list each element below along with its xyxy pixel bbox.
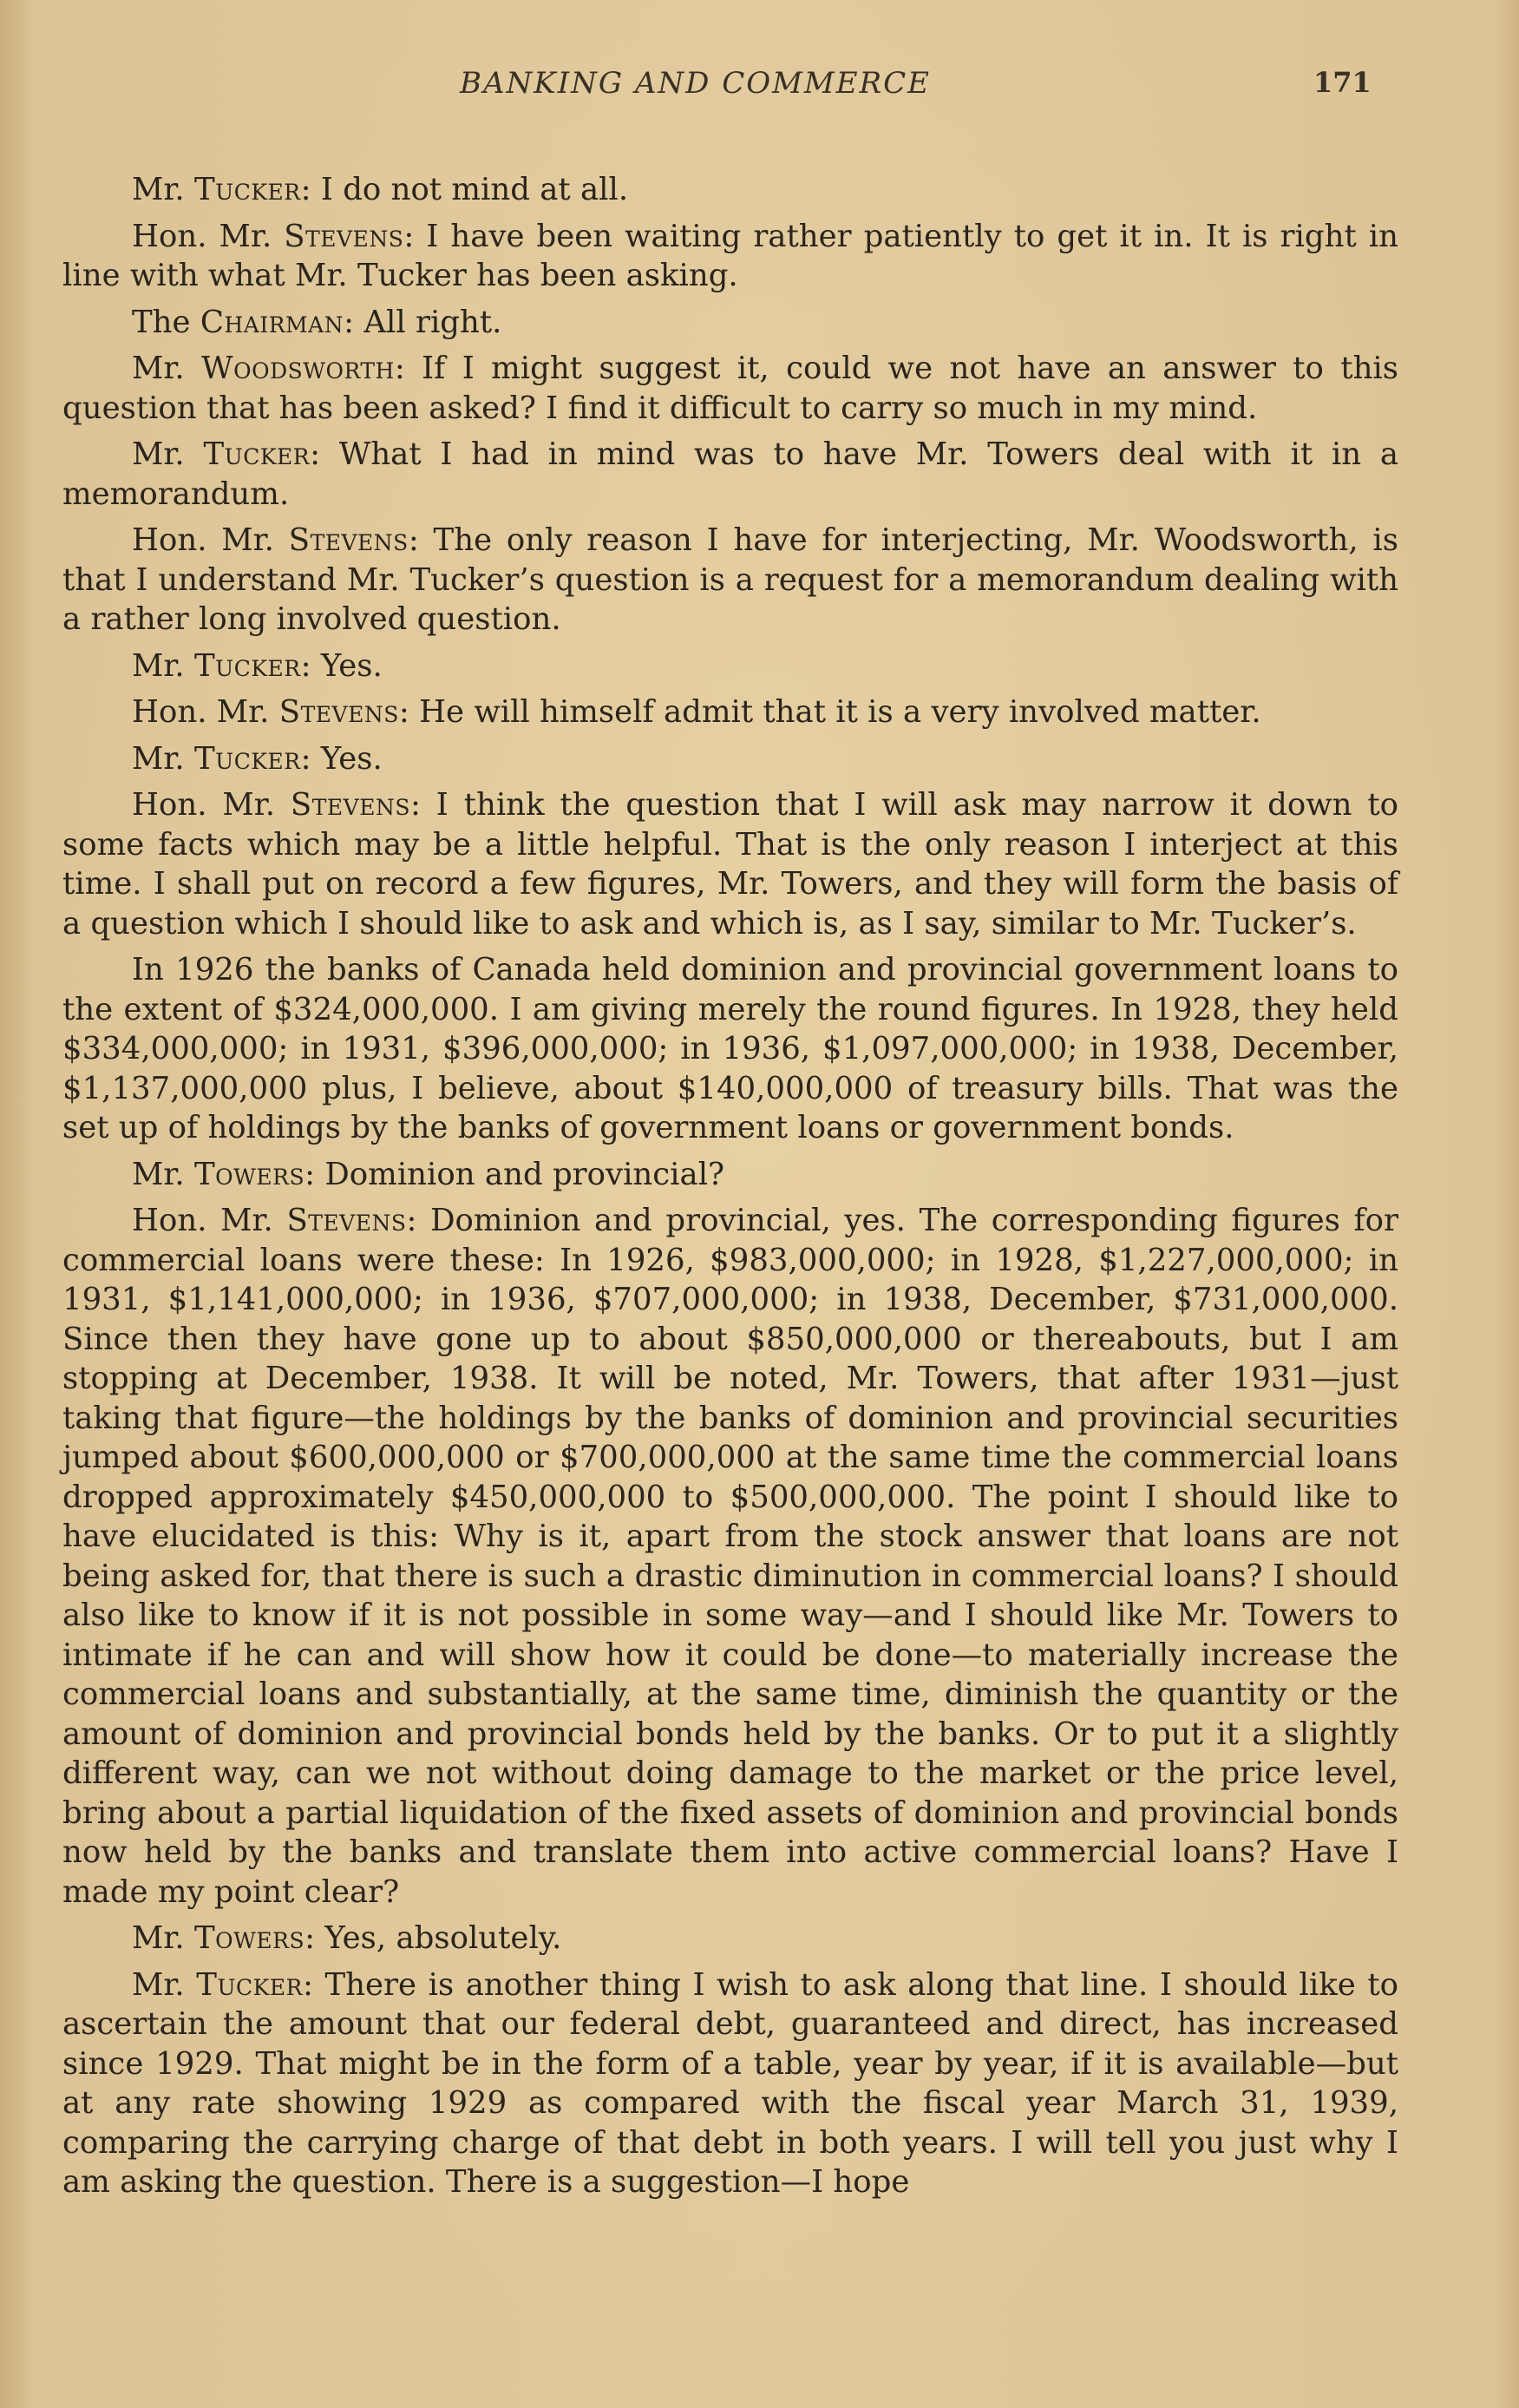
paragraph-tucker-3: Mr. Tucker: Yes. (132, 647, 383, 684)
paragraph-towers-2: Mr. Towers: Yes, absolutely. (132, 1920, 562, 1956)
speaker-name: Stevens (290, 787, 410, 823)
speaker-name: Chairman (200, 304, 344, 340)
paragraph-tucker-1: Mr. Tucker: I do not mind at all. (132, 172, 629, 207)
paragraph-chairman-1: The Chairman: All right. (132, 304, 502, 340)
speaker-name: Towers (194, 1920, 305, 1956)
speaker-name: Tucker (194, 647, 301, 684)
paragraph-tucker-5: Mr. Tucker: There is another thing I wish to ask along that line. I should like to ascertain the amount that our federal debt, guaranteed and direct, has increased since 1929. That might be in the form of a table, year by year, if it is available—but at any rate showing 1929 as compared with the fiscal year March 31, 1939, comparing the carrying charge of that debt in both years. I will tell you just why I am asking the question. There is a suggestion—I hope (62, 1966, 1398, 2200)
paragraph-woodsworth-1: Mr. Woodsworth: If I might suggest it, could we not have an answer to this question that has been asked? I find it difficult to carry so much in my mind. (62, 351, 1398, 426)
paragraph-stevens-3: Hon. Mr. Stevens: He will himself admit that it is a very involved matter. (132, 694, 1261, 730)
running-title: BANKING AND COMMERCE (460, 66, 931, 101)
speaker-name: Tucker (194, 740, 301, 777)
page-number: 171 (1313, 66, 1372, 99)
speaker-name: Tucker (194, 172, 301, 207)
paragraph-stevens-1: Hon. Mr. Stevens: I have been waiting rather patiently to get it in. It is right in line with what Mr. Tucker has been asking. (62, 218, 1398, 293)
paragraph-stevens-2: Hon. Mr. Stevens: The only reason I have for interjecting, Mr. Woodsworth, is that I understand Mr. Tucker’s question is a request for a memorandum dealing with a rather long involved question. (62, 522, 1398, 637)
speaker-name: Towers (194, 1156, 305, 1192)
paragraph-stevens-4: Hon. Mr. Stevens: I think the question that I will ask may narrow it down to some facts which may be a little helpful. That is the only reason I interject at this time. I shall put on record a few figures, Mr. Towers, and they will form the basis of a question which I should like to ask and which is, as I say, similar to Mr. Tucker’s. (62, 787, 1398, 942)
paragraph-towers-1: Mr. Towers: Dominion and provincial? (132, 1156, 725, 1192)
speaker-name: Tucker (196, 1966, 303, 2003)
running-head (0, 66, 1519, 109)
transcript-body (62, 170, 1398, 2209)
paragraph-tucker-2: Mr. Tucker: What I had in mind was to have Mr. Towers deal with it in a memorandum. (62, 436, 1398, 512)
speaker-name: Tucker (203, 436, 311, 472)
paragraph-loan-figures: In 1926 the banks of Canada held dominion and provincial government loans to the extent of $324,000,000. I am giving merely the round figures. In 1928, they held $334,000,000; in 1931, $396,000,000; in 1936, $1,097,000,000; in 1938, December, $1,137,000,000 plus, I believe, about $140,000,000 of treasury bills. That was the set up of holdings by the banks of government loans or government bonds. (62, 952, 1398, 1145)
speaker-name: Stevens (278, 694, 399, 730)
paragraph-stevens-5: Hon. Mr. Stevens: Dominion and provincial, yes. The corresponding figures for commercial loans were these: In 1926, $983,000,000; in 1928, $1,227,000,000; in 1931, $1,141,000,000; in 1936, $707,000,000; in 1938, December, $731,000,000. Since then they have gone up to about $850,000,000 or thereabouts, but I am stopping at December, 1938. It will be noted, Mr. Towers, that after 1931—just taking that figure—the holdings by the banks of dominion and provincial securities jumped about $600,000,000 or $700,000,000 at the same time the commercial loans dropped approximately $450,000,000 to $500,000,000. The point I should like to have elucidated is this: Why is it, apart from the stock answer that loans are not being asked for, that there is such a drastic diminution in commercial loans? I should also like to know if it is not possible in some way—and I should like Mr. Towers to intimate if he can and will show how it could be done—to materially increase the commercial loans and substantially, at the same time, diminish the quantity or the amount of dominion and provincial bonds held by the banks. Or to put it a slightly different way, can we not without doing damage to the market or the price level, bring about a partial liquidation of the fixed assets of dominion and provincial bonds now held by the banks and translate them into active commercial loans? Have I made my point clear? (62, 1203, 1398, 1910)
speaker-name: Woodsworth (201, 351, 395, 386)
speaker-name: Stevens (286, 1203, 407, 1238)
paragraph-tucker-4: Mr. Tucker: Yes. (132, 740, 383, 777)
speaker-name: Stevens (288, 522, 409, 558)
speaker-name: Stevens (284, 218, 404, 254)
